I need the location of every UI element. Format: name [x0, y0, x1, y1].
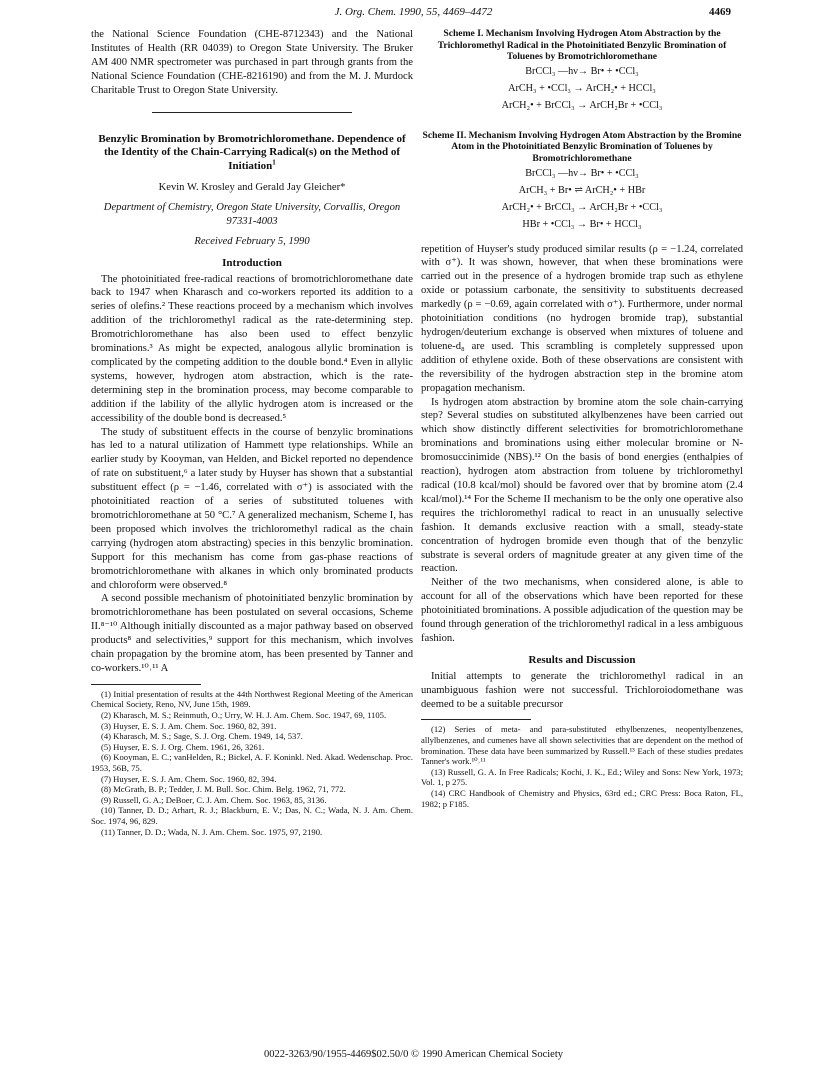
footnote: (10) Tanner, D. D.; Arhart, R. J.; Blackburn, E. V.; Das, N. C.; Wada, N. J. Am. Chem. Soc. 1974, 96, 829. [91, 805, 413, 826]
scheme-2-equation: BrCCl₃ —hν→ Br• + •CCl₃ [525, 167, 639, 179]
scheme-2-equation: ArCH₃ + Br• ⇌ ArCH₂• + HBr [518, 184, 646, 196]
right-column [421, 28, 743, 809]
separator-rule [152, 112, 352, 113]
authors: Kevin W. Krosley and Gerald Jay Gleicher* [158, 182, 346, 194]
footnote-rule [91, 684, 201, 685]
left-column [91, 28, 413, 837]
intro-paragraph-2: The study of substituent effects in the course of benzylic brominations has led to a natural utilization of Hammett type relationships. While an earlier study by Kooyman, van Helden, and Bickel reported no dependence of rate on substituent,⁶ a later study by Huyser has shown that a substantial substituent effect (ρ = −1.46, correlated with σ⁺) is associated with the photoinitiated reaction of a series of substituted toluenes with bromotrichloromethane at 50 °C.⁷ A generalized mechanism, Scheme I, has been proposed which involves the trichloromethyl radical as the chain carrying (hydrogen atom abstracting) species in this benzylic bromination. Support for this mechanism has come from gas-phase reactions of bromotrichloromethane with alkanes in which only brominated products and chloroform were observed.⁸ [91, 426, 413, 591]
scheme-1-equation: ArCH₂• + BrCCl₃ → ArCH₂Br + •CCl₃ [501, 99, 663, 111]
body-paragraph: Neither of the two mechanisms, when considered alone, is able to account for all of the observations which have been reported for these photoinitiated brominations. A possible adjudication of the question may be found through generation of the trichloromethyl radical in a less ambiguous fashion. [421, 577, 743, 644]
page-number: 4469 [709, 6, 731, 18]
acknowledgment: the National Science Foundation (CHE-8712343) and the National Institutes of Health (RR 04039) to Oregon State University. The Bruker AM 400 NMR spectrometer was purchased in part through grants from the National Science Foundation (CHE-8216190) and from the M. J. Murdock Charitable Trust to Oregon State University. [91, 29, 413, 96]
received-date: Received February 5, 1990 [194, 235, 310, 247]
footnote: (1) Initial presentation of results at the 44th Northwest Regional Meeting of the American Chemical Society, Reno, NV, June 15th, 1989. [91, 688, 413, 710]
results-paragraph: Initial attempts to generate the trichloromethyl radical in an unambiguous fashion were not successful. Trichloroiodomethane was deemed to be a suitable precursor [421, 670, 743, 710]
footnote: (14) CRC Handbook of Chemistry and Physics, 63rd ed.; CRC Press: Boca Raton, FL, 1982; p F185. [421, 788, 743, 809]
footnote: (9) Russell, G. A.; DeBoer, C. J. Am. Chem. Soc. 1963, 85, 3136. [101, 794, 327, 805]
results-heading: Results and Discussion [528, 653, 636, 666]
scheme-1-equation: ArCH₃ + •CCl₃ → ArCH₂• + HCCl₃ [508, 82, 656, 94]
scheme-2-title: Scheme II. Mechanism Involving Hydrogen Atom Abstraction by the Bromine Atom in the Photoinitiated Benzylic Bromination of Toluenes by Bromotrichloromethane [422, 129, 742, 164]
intro-paragraph-1: The photoinitiated free-radical reactions of bromotrichloromethane date back to 1947 when Kharasch and co-workers reported its addition to a series of olefins.² These reactions proceed by a mechanism which involves addition of the trichloromethyl radical as the rate-determining step. Bromotrichloromethane has also been used to effect benzylic brominations.³ As might be expected, analogous allylic bromination is complicated by the competing addition to the double bond.⁴ Even in allylic systems, however, hydrogen atom abstraction, which is the rate-determining step in the bromination process, may become comparable to addition if the lability of the allylic hydrogen atom is increased or the accessibility of the double bond is decreased.⁵ [91, 273, 413, 424]
affiliation: Department of Chemistry, Oregon State University, Corvallis, Oregon 97331-4003 [103, 201, 401, 227]
footnote: (12) Series of meta- and para-substituted ethylbenzenes, neopentylbenzenes, allylbenzenes, and cumenes have all shown selectivities that are dependent on the method of bromination. These data have been summarized by Russell.¹³ Each of these studies predates Tanner's work.¹⁰˒¹¹ [421, 724, 743, 767]
footnote: (2) Kharasch, M. S.; Reinmuth, O.; Urry, W. H. J. Am. Chem. Soc. 1947, 69, 1105. [101, 710, 387, 721]
scheme-1-equation: BrCCl₃ —hν→ Br• + •CCl₃ [525, 65, 639, 77]
body-paragraph-continued: repetition of Huyser's study produced similar results (ρ = −1.24, correlated with σ⁺). It was shown, however, that when these brominations were carried out in the presence of a hydrogen bromide trap such as ethylene oxide or potassium carbonate, the sensitivity to substituents decreased markedly (ρ = −0.69, again correlated with σ⁺). Furthermore, under normal photoinitiation conditions (no hydrogen bromide trap), substantial hydrogen/deuterium exchange is observed when mixtures of toluene and toluene-d₈ are used. This scrambling is completely suppressed upon addition of ethylene oxide. Both of these observations are consistent with the reversibility of the hydrogen abstraction step in the bromine atom propagation mechanism. [421, 243, 743, 394]
scheme-2-equation: ArCH₂• + BrCCl₃ → ArCH₂Br + •CCl₃ [501, 201, 663, 213]
footnote: (4) Kharasch, M. S.; Sage, S. J. Org. Chem. 1949, 14, 537. [101, 731, 303, 742]
footnote: (7) Huyser, E. S. J. Am. Chem. Soc. 1960, 82, 394. [101, 773, 277, 784]
body-paragraph: Is hydrogen atom abstraction by bromine atom the sole chain-carrying step? Several studies on substituted alkylbenzenes have been carried out which show distinctly different selectivities for bromotrichloromethane brominations and brominations using either molecular bromine or N-bromosuccinimide (NBS).¹² On the basis of bond energies (enthalpies of reaction), hydrogen atom abstraction from toluene by trichloromethyl radical (10.8 kcal/mol) should be favored over that by bromine atom (2.4 kcal/mol).¹⁴ For the Scheme II mechanism to be the only one operative also requires the trichloromethyl radical to react in an unusually selective fashion. It demands exclusive reaction with a small, steady-state concentration of hydrogen bromide even though that of the benzylic substrate is several orders of magnitude greater at any given time of the reaction. [421, 396, 743, 575]
footnote: (13) Russell, G. A. In Free Radicals; Kochi, J. K., Ed.; Wiley and Sons: New York, 1973; Vol. 1, p 275. [421, 766, 743, 788]
intro-heading: Introduction [222, 256, 282, 269]
footnote: (5) Huyser, E. S. J. Org. Chem. 1961, 26, 3261. [101, 741, 265, 752]
footnote: (11) Tanner, D. D.; Wada, N. J. Am. Chem. Soc. 1975, 97, 2190. [101, 826, 323, 837]
page-header [0, 6, 827, 26]
footnotes-right [421, 724, 743, 809]
footnotes-left [91, 689, 413, 837]
footnote: (6) Kooyman, E. C.; vanHelden, R.; Bickel, A. F. Koninkl. Ned. Akad. Wedenschap. Proc. 1953, 56B, 75. [91, 752, 413, 773]
footnote-rule [421, 719, 531, 720]
footnote: (8) McGrath, B. P.; Tedder, J. M. Bull. Soc. Chim. Belg. 1962, 71, 772. [101, 784, 346, 795]
journal-citation: J. Org. Chem. 1990, 55, 4469–4472 [334, 6, 493, 18]
scheme-2-equation: HBr + •CCl₃ → Br• + HCCl₃ [522, 218, 642, 230]
article-title: Benzylic Bromination by Bromotrichloromethane. Dependence of the Identity of the Chain-Carrying Radical(s) on the Method of Initiation$^1$ [98, 132, 406, 172]
page-footer: 0022-3263/90/1955-4469$02.50/0 © 1990 American Chemical Society [263, 1049, 564, 1060]
footnote: (3) Huyser, E. S. J. Am. Chem. Soc. 1960, 82, 391. [101, 720, 277, 731]
intro-paragraph-3: A second possible mechanism of photoinitiated benzylic bromination by bromotrichloromethane has been postulated on several occasions, Scheme II.⁸⁻¹⁰ Although initially discounted as a major pathway based on observed products⁸ and selectivities,⁹ support for this mechanism, which involves chain propagation by the bromine atom, has been presented by Tanner and co-workers.¹⁰˒¹¹ A [91, 593, 413, 674]
scheme-1-title: Scheme I. Mechanism Involving Hydrogen Atom Abstraction by the Trichloromethyl Radical in the Photoinitiated Benzylic Bromination of Toluenes by Bromotrichloromethane [437, 28, 727, 63]
